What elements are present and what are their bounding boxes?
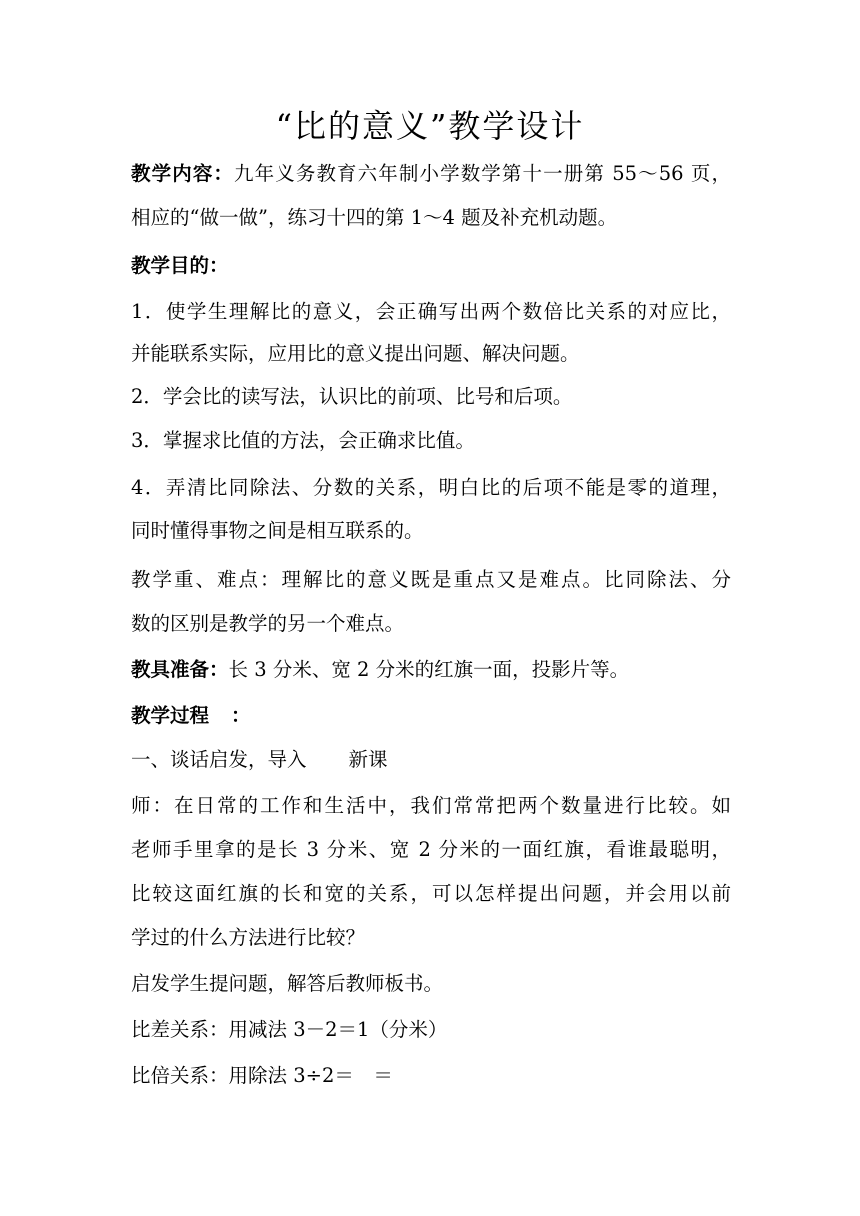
content-line-1: [131, 160, 731, 188]
process-heading-line: [131, 702, 731, 730]
key-points-line-1: 教学重、难点：理解比的意义既是重点又是难点。比同除法、分: [131, 568, 731, 591]
process-heading: 教学过程: [131, 704, 210, 727]
process-heading-colon: ：: [231, 704, 251, 727]
difference-relation: 比差关系：用减法 3－2＝1（分米）: [131, 1018, 448, 1041]
objective-1-line-1: 1．使学生理解比的意义，会正确写出两个数倍比关系的对应比，: [131, 300, 731, 323]
objective-1-line-2: 并能联系实际，应用比的意义提出问题、解决问题。: [131, 342, 580, 365]
paragraph-1-line-1: 师：在日常的工作和生活中，我们常常把两个数量进行比较。如: [131, 794, 731, 817]
content-label: 教学内容：: [131, 162, 235, 185]
tools-label: 教具准备：: [131, 658, 229, 681]
paragraph-1-line-2: 老师手里拿的是长 3 分米、宽 2 分米的一面红旗，看谁最聪明，: [131, 838, 731, 861]
tools-line: [131, 656, 731, 684]
multiple-relation: 比倍关系：用除法 3÷2＝ ＝: [131, 1064, 393, 1087]
section-1-heading: [131, 746, 731, 774]
key-points-line-2: 数的区别是教学的另一个难点。: [131, 612, 405, 635]
objectives-heading: 教学目的：: [131, 254, 229, 277]
content-line-2: 相应的“做一做”，练习十四的第 1～4 题及补充机动题。: [131, 206, 618, 229]
paragraph-1-line-3: 比较这面红旗的长和宽的关系，可以怎样提出问题，并会用以前: [131, 882, 731, 905]
content-text-1: 九年义务教育六年制小学数学第十一册第 55～56 页，: [234, 162, 731, 185]
paragraph-1-line-4: 学过的什么方法进行比较？: [131, 926, 366, 949]
objective-2: 2．学会比的读写法，认识比的前项、比号和后项。: [131, 385, 573, 408]
paragraph-2: 启发学生提问题，解答后教师板书。: [131, 972, 444, 995]
objective-4-line-1: 4．弄清比同除法、分数的关系，明白比的后项不能是零的道理，: [131, 476, 731, 499]
document-title: “比的意义”教学设计: [275, 107, 585, 145]
section-1-heading-a: 一、谈话启发，导入: [131, 748, 307, 771]
tools-text: 长 3 分米、宽 2 分米的红旗一面，投影片等。: [228, 658, 630, 681]
objective-3: 3．掌握求比值的方法，会正确求比值。: [131, 429, 475, 452]
objective-4-line-2: 同时懂得事物之间是相互联系的。: [131, 519, 424, 542]
section-1-heading-b: 新课: [348, 748, 388, 771]
